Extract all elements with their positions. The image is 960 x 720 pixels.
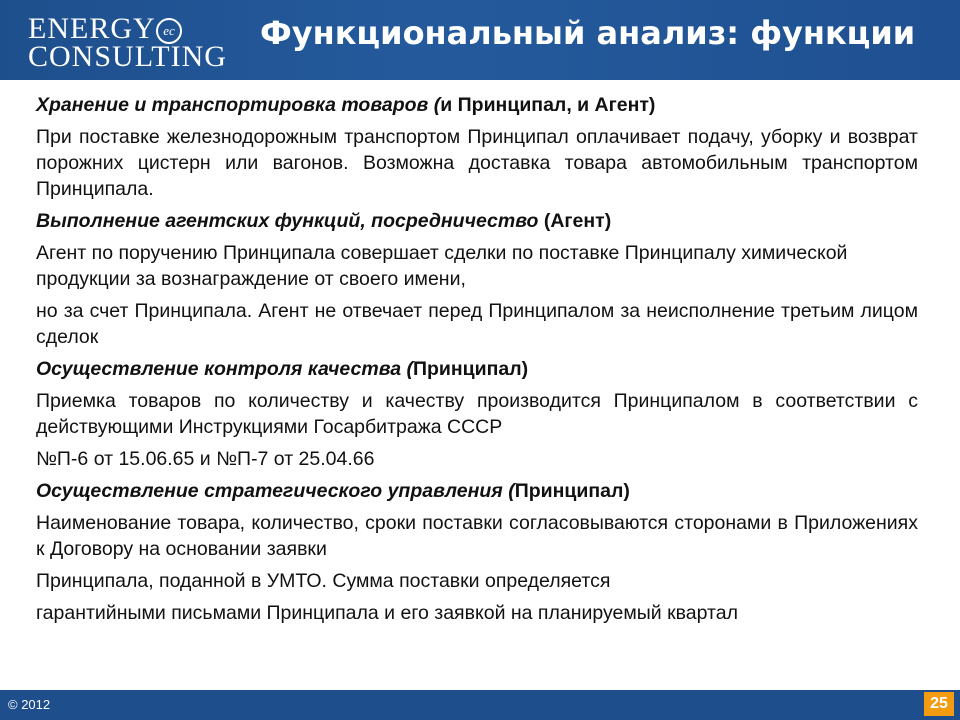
energy-consulting-logo (28, 10, 228, 72)
heading-role: (Агент) (543, 210, 612, 232)
section-heading-quality-control (36, 356, 918, 382)
heading-text: Осуществление стратегического управления ( (36, 480, 515, 502)
paragraph: гарантийными письмами Принципала и его заявкой на планируемый квартал (36, 602, 738, 624)
section-heading-agency (36, 208, 918, 234)
logo-line-1: ENERGY (28, 12, 156, 45)
slide-content (36, 92, 918, 632)
paragraph: Принципала, поданной в УМТО. Сумма поставки определяется (36, 570, 611, 592)
section-heading-strategy (36, 478, 918, 504)
heading-role: и Принципал, и Агент) (440, 94, 656, 116)
slide-title: Функциональный анализ: функции (260, 14, 916, 52)
paragraph: Приемка товаров по количеству и качеству производится Принципалом в соответствии с действующими Инструкциями Госарбитража СССР (36, 390, 918, 438)
slide-header (0, 0, 960, 80)
section-heading-storage (36, 92, 918, 118)
paragraph: При поставке железнодорожным транспортом Принципал оплачивает подачу, уборку и возврат порожних цистерн или вагонов. Возможна доставка товара автомобильным транспортом Принципала. (36, 126, 918, 200)
paragraph: Наименование товара, количество, сроки поставки согласовываются сторонами в Приложениях к Договору на основании заявки (36, 512, 918, 560)
heading-text: Осуществление контроля качества ( (36, 358, 413, 380)
heading-text: Выполнение агентских функций, посредничество (36, 210, 544, 232)
page-number-badge: 25 (924, 692, 954, 716)
heading-text: Хранение и транспортировка товаров ( (36, 94, 441, 116)
logo-line-2: CONSULTING (28, 40, 227, 73)
heading-role: Принципал) (412, 358, 529, 380)
heading-role: Принципал) (514, 480, 630, 502)
paragraph: №П-6 от 15.06.65 и №П-7 от 25.04.66 (36, 448, 375, 470)
paragraph: но за счет Принципала. Агент не отвечает перед Принципалом за неисполнение третьим лицом сделок (36, 300, 918, 348)
slide-footer (0, 690, 960, 720)
copyright: © 2012 (8, 697, 51, 712)
logo-mark-icon: ec (156, 18, 182, 44)
paragraph: Агент по поручению Принципала совершает сделки по поставке Принципалу химической продукции за вознаграждение от своего имени, (36, 242, 848, 290)
